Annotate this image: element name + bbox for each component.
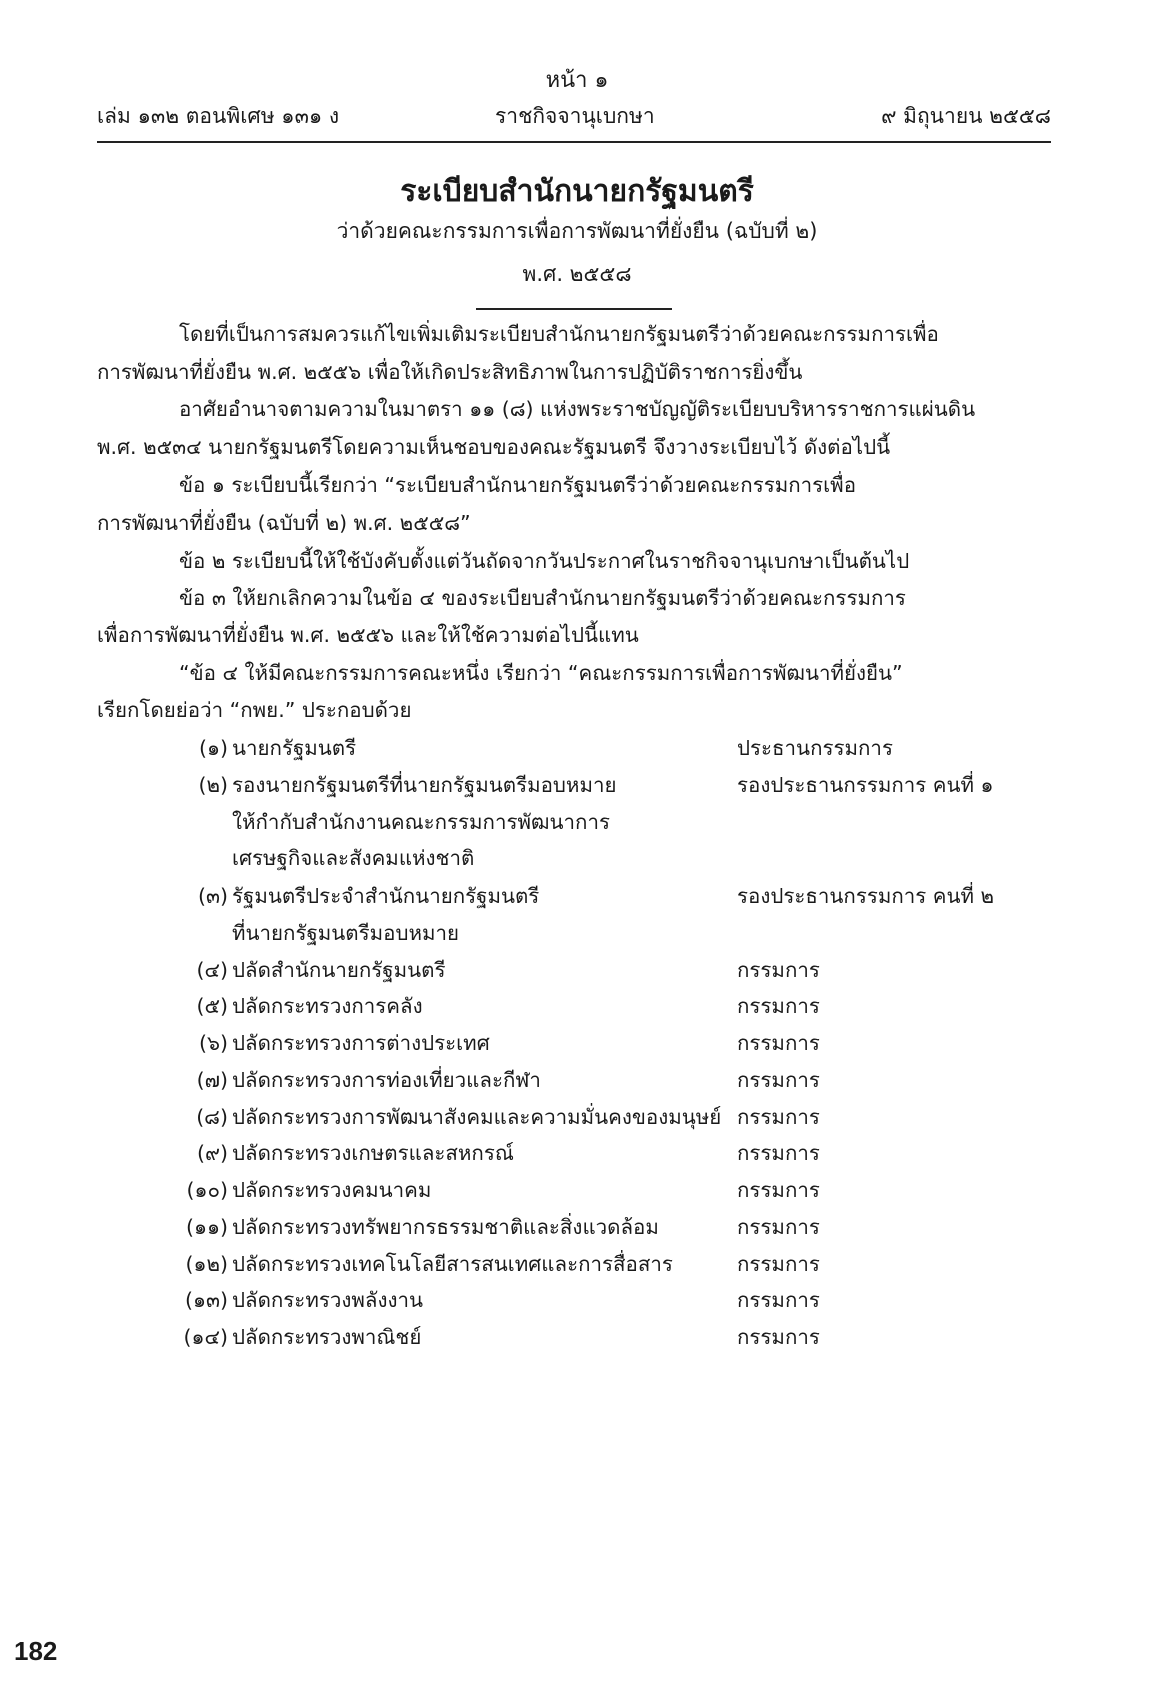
member-number: (๒)	[198, 773, 228, 797]
member-number: (๑๓)	[184, 1288, 228, 1312]
volume-info: เล่ม ๑๓๒ ตอนพิเศษ ๑๓๑ ง	[97, 104, 340, 128]
member-number: (๖)	[198, 1031, 228, 1055]
body-line: พ.ศ. ๒๕๓๔ นายกรัฐมนตรีโดยความเห็นชอบของคณะรัฐมนตรี จึงวางระเบียบไว้ ดังต่อไปนี้	[97, 435, 891, 459]
document-title: ระเบียบสำนักนายกรัฐมนตรี	[400, 174, 754, 209]
header-divider	[97, 141, 1051, 143]
member-title: รัฐมนตรีประจำสำนักนายกรัฐมนตรี	[232, 884, 540, 908]
member-title: ปลัดกระทรวงการคลัง	[232, 994, 423, 1018]
member-title: ปลัดกระทรวงพาณิชย์	[232, 1325, 422, 1349]
member-title: ปลัดกระทรวงพลังงาน	[232, 1288, 423, 1312]
publication-date: ๙ มิถุนายน ๒๕๕๘	[881, 104, 1051, 128]
body-line: ข้อ ๒ ระเบียบนี้ให้ใช้บังคับตั้งแต่วันถัดจากวันประกาศในราชกิจจานุเบกษาเป็นต้นไป	[179, 549, 910, 573]
member-title: ปลัดกระทรวงเทคโนโลยีสารสนเทศและการสื่อสาร	[232, 1252, 673, 1276]
member-title: ปลัดกระทรวงการท่องเที่ยวและกีฬา	[232, 1068, 541, 1092]
member-role: กรรมการ	[737, 1105, 820, 1129]
member-number: (๔)	[196, 958, 228, 982]
member-number: (๑)	[198, 736, 228, 760]
gazette-name: ราชกิจจานุเบกษา	[495, 104, 655, 128]
member-number: (๓)	[197, 884, 228, 908]
member-title: ปลัดกระทรวงการต่างประเทศ	[232, 1031, 490, 1055]
body-line: อาศัยอำนาจตามความในมาตรา ๑๑ (๘) แห่งพระราชบัญญัติระเบียบบริหารราชการแผ่นดิน	[179, 397, 976, 421]
body-line: การพัฒนาที่ยั่งยืน (ฉบับที่ ๒) พ.ศ. ๒๕๕๘”	[97, 511, 471, 535]
title-divider	[476, 308, 672, 310]
body-line: ข้อ ๑ ระเบียบนี้เรียกว่า “ระเบียบสำนักนายกรัฐมนตรีว่าด้วยคณะกรรมการเพื่อ	[179, 473, 857, 497]
member-title-continued: เศรษฐกิจและสังคมแห่งชาติ	[232, 846, 475, 870]
gazette-header	[97, 100, 1051, 132]
member-title-continued: ที่นายกรัฐมนตรีมอบหมาย	[232, 921, 460, 945]
page-label: หน้า ๑	[545, 68, 609, 93]
member-title: ปลัดกระทรวงคมนาคม	[232, 1178, 432, 1202]
member-role: กรรมการ	[737, 1031, 820, 1055]
member-role: รองประธานกรรมการ คนที่ ๒	[737, 884, 995, 908]
page-number: 182	[14, 1636, 58, 1666]
member-role: กรรมการ	[737, 1141, 820, 1165]
body-line: ข้อ ๓ ให้ยกเลิกความในข้อ ๔ ของระเบียบสำนักนายกรัฐมนตรีว่าด้วยคณะกรรมการ	[179, 586, 906, 610]
document-subtitle: ว่าด้วยคณะกรรมการเพื่อการพัฒนาที่ยั่งยืน (ฉบับที่ ๒)	[336, 219, 818, 243]
member-title: ปลัดกระทรวงเกษตรและสหกรณ์	[232, 1141, 514, 1165]
body-line: “ข้อ ๔ ให้มีคณะกรรมการคณะหนึ่ง เรียกว่า “คณะกรรมการเพื่อการพัฒนาที่ยั่งยืน”	[179, 661, 903, 685]
member-role: กรรมการ	[737, 994, 820, 1018]
member-role: กรรมการ	[737, 1252, 820, 1276]
document-year: พ.ศ. ๒๕๕๘	[522, 262, 632, 286]
member-number: (๘)	[196, 1105, 228, 1129]
member-number: (๑๒)	[185, 1252, 228, 1276]
body-line: เรียกโดยย่อว่า “กพย.” ประกอบด้วย	[97, 698, 412, 722]
member-title: ปลัดกระทรวงการพัฒนาสังคมและความมั่นคงของมนุษย์	[232, 1105, 722, 1129]
member-number: (๑๐)	[186, 1178, 228, 1202]
member-number: (๑๔)	[183, 1325, 228, 1349]
member-role: กรรมการ	[737, 1325, 820, 1349]
member-title: ปลัดกระทรวงทรัพยากรธรรมชาติและสิ่งแวดล้อม	[232, 1215, 659, 1239]
member-title: รองนายกรัฐมนตรีที่นายกรัฐมนตรีมอบหมาย	[232, 773, 617, 797]
member-role: กรรมการ	[737, 1288, 820, 1312]
body-line: โดยที่เป็นการสมควรแก้ไขเพิ่มเติมระเบียบสำนักนายกรัฐมนตรีว่าด้วยคณะกรรมการเพื่อ	[179, 322, 939, 346]
member-number: (๕)	[196, 994, 228, 1018]
member-number: (๑๑)	[185, 1215, 228, 1239]
member-role: กรรมการ	[737, 1068, 820, 1092]
body-line: เพื่อการพัฒนาที่ยั่งยืน พ.ศ. ๒๕๕๖ และให้ใช้ความต่อไปนี้แทน	[97, 623, 639, 647]
member-title: ปลัดสำนักนายกรัฐมนตรี	[232, 958, 446, 982]
body-line: การพัฒนาที่ยั่งยืน พ.ศ. ๒๕๕๖ เพื่อให้เกิดประสิทธิภาพในการปฏิบัติราชการยิ่งขึ้น	[97, 360, 803, 384]
member-number: (๗)	[196, 1068, 228, 1092]
member-role: ประธานกรรมการ	[737, 736, 893, 760]
member-role: กรรมการ	[737, 958, 820, 982]
member-title-continued: ให้กำกับสำนักงานคณะกรรมการพัฒนาการ	[232, 810, 610, 834]
member-role: รองประธานกรรมการ คนที่ ๑	[737, 773, 994, 797]
member-role: กรรมการ	[737, 1215, 820, 1239]
member-number: (๙)	[196, 1141, 228, 1165]
member-role: กรรมการ	[737, 1178, 820, 1202]
member-title: นายกรัฐมนตรี	[232, 736, 357, 760]
